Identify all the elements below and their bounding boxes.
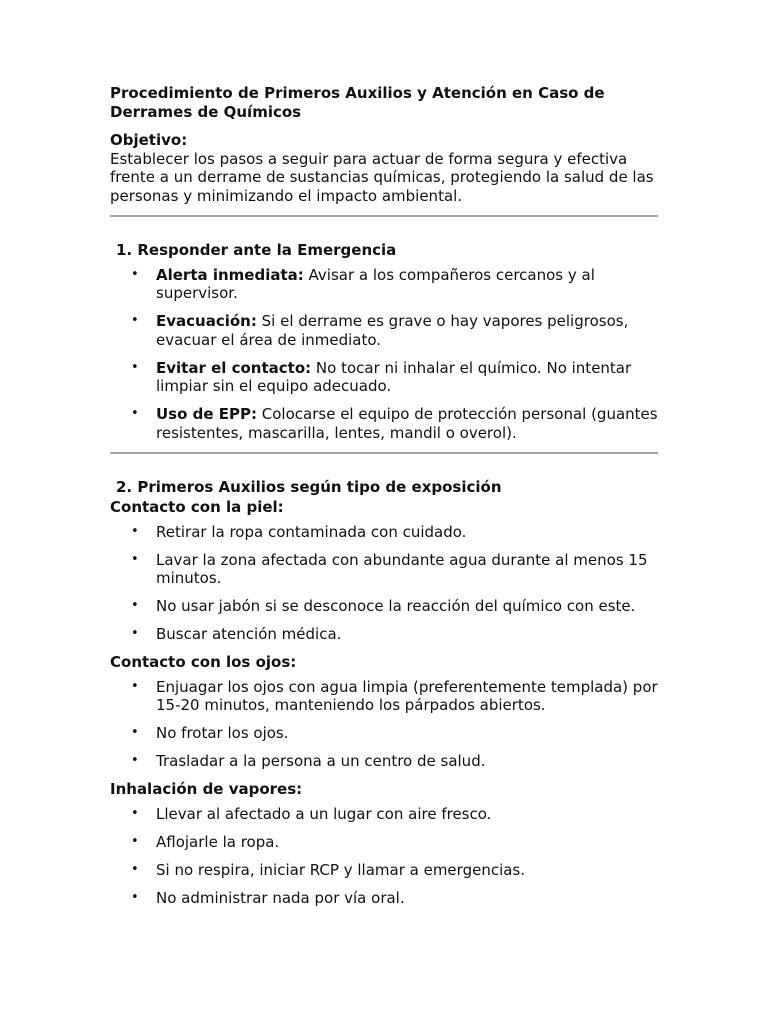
item-text: Retirar la ropa contaminada con cuidado. [156,522,467,541]
item-text: No frotar los ojos. [156,724,289,742]
section-1-heading: 1. Responder ante la Emergencia [116,241,397,259]
bullet-icon: • [131,889,139,905]
list-item [110,861,658,880]
eye-contact-heading: Contacto con los ojos: [110,653,297,671]
item-text: Llevar al afectado a un lugar con aire fresco. [156,804,492,823]
item-text: Enjuagar los ojos con agua limpia (preferentemente templada) por 15-20 minutos, manteniendo los párpados abiertos. [156,677,658,714]
item-text: No administrar nada por vía oral. [156,888,405,907]
list-item [110,266,658,303]
inhalation-heading: Inhalación de vapores: [110,780,303,798]
bullet-icon: • [131,406,139,421]
objective-label: Objetivo: [110,131,188,149]
document-page [110,84,658,917]
bullet-icon: • [131,313,139,328]
list-item [110,833,658,852]
item-text: Trasladar a la persona a un centro de salud. [156,752,486,770]
item-text: No tocar ni inhalar el químico. No intentar limpiar sin el equipo adecuado. [156,358,632,395]
list-item [110,359,658,396]
bullet-icon: • [131,598,139,613]
list-item [110,523,658,542]
item-term: Uso de EPP: [156,405,258,423]
bullet-icon: • [131,266,139,282]
bullet-icon: • [131,626,139,641]
item-term: Alerta inmediata: [156,265,304,284]
list-item [110,405,658,442]
list-item [110,805,658,824]
item-text: No usar jabón si se desconoce la reacción del químico con este. [156,597,636,615]
list-item [110,597,658,616]
item-text: Buscar atención médica. [156,625,342,643]
list-item [110,312,658,349]
objective-text: Establecer los pasos a seguir para actuar de forma segura y efectiva frente a un derrame de sustancias químicas, protegiendo la salud de las personas y minimizando el impacto ambiental. [110,149,654,205]
bullet-icon: • [131,359,139,375]
bullet-icon: • [131,551,139,567]
list-item [110,752,658,771]
section-2-heading: 2. Primeros Auxilios según tipo de exposición [116,477,502,496]
divider-2 [110,452,658,454]
bullet-icon: • [131,753,139,768]
section-1-list [110,266,658,443]
divider-1 [110,215,658,217]
item-text: Si no respira, iniciar RCP y llamar a emergencias. [156,860,526,879]
item-term: Evacuación: [156,312,257,330]
bullet-icon: • [131,725,139,740]
bullet-icon: • [131,861,139,877]
item-term: Evitar el contacto: [156,358,312,377]
item-text: Colocarse el equipo de protección personal (guantes resistentes, mascarilla, lentes, mandil o overol). [156,405,658,442]
list-item [110,889,658,908]
list-item [110,678,658,715]
item-text: Avisar a los compañeros cercanos y al supervisor. [156,265,595,302]
item-text: Si el derrame es grave o hay vapores peligrosos, evacuar el área de inmediato. [156,312,629,349]
document-title: Procedimiento de Primeros Auxilios y Atención en Caso de Derrames de Químicos [110,84,605,121]
bullet-icon: • [131,523,139,539]
skin-contact-list [110,523,658,644]
bullet-icon: • [131,678,139,694]
inhalation-list [110,805,658,908]
list-item [110,625,658,644]
list-item [110,724,658,743]
item-text: Aflojarle la ropa. [156,832,280,851]
skin-contact-heading: Contacto con la piel: [110,498,284,516]
bullet-icon: • [131,805,139,821]
item-text: Lavar la zona afectada con abundante agua durante al menos 15 minutos. [156,550,648,587]
eye-contact-list [110,678,658,771]
list-item [110,551,658,588]
bullet-icon: • [131,833,139,849]
